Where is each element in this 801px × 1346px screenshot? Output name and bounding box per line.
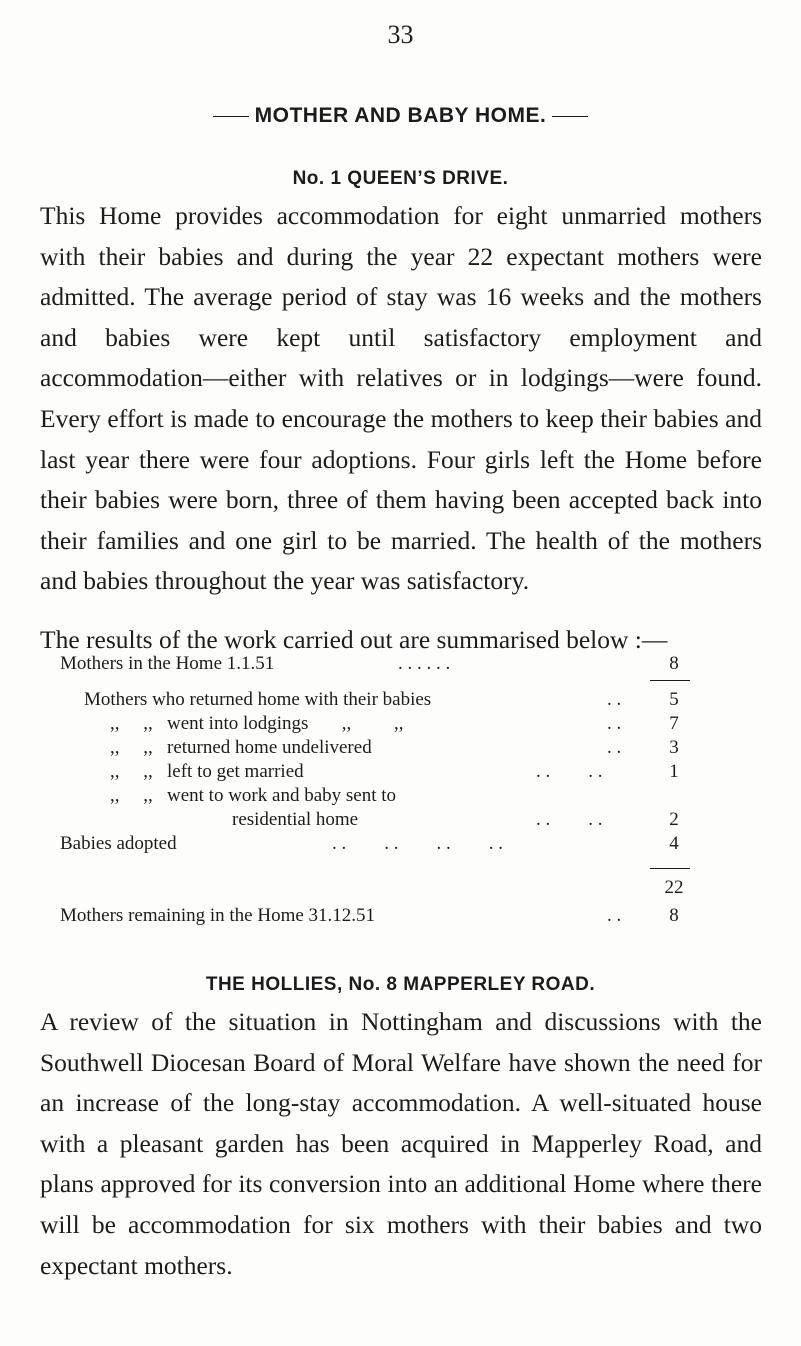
opening-label: Mothers in the Home 1.1.51 — [60, 653, 275, 674]
page-title — [0, 104, 801, 128]
table-row: ,, ,, went into lodgings ,, ,, — [110, 713, 404, 734]
row-leader: . . . . — [536, 761, 603, 782]
row-leader: . . . . . . . . — [332, 833, 503, 854]
page-number: 33 — [387, 20, 414, 49]
closing-value: 8 — [669, 905, 679, 926]
section2-heading: THE HOLLIES, No. 8 MAPPERLEY ROAD. — [205, 974, 596, 995]
title-dash-left — [213, 116, 249, 117]
opening-value: 8 — [669, 653, 679, 674]
summary-intro: The results of the work carried out are summarised below :— — [40, 625, 668, 654]
section1-heading: No. 1 QUEEN’S DRIVE. — [292, 168, 509, 189]
total-rule — [650, 868, 690, 869]
opening-rule — [650, 680, 690, 681]
page-title-text: MOTHER AND BABY HOME. — [254, 104, 547, 127]
row-value: 3 — [669, 737, 679, 758]
table-row: residential home — [232, 809, 359, 830]
row-leader: . . — [607, 737, 622, 758]
row-leader: . . — [607, 713, 622, 734]
section2-paragraph: A review of the situation in Nottingham and discussions with the Southwell Diocesan Board of Moral Welfare have shown the need for an increase of the long-stay accommodation. A well-situated house with a pleasant garden has been acquired in Mapperley Road, and plans approved for its conversion into an additional Home where there will be accommodation for six mothers with their babies and two expectant mothers. — [40, 1007, 762, 1280]
closing-leader: . . — [607, 905, 622, 926]
row-value: 2 — [669, 809, 679, 830]
table-row: Mothers who returned home with their babies — [84, 689, 432, 710]
opening-leader: . . . . . . — [398, 653, 451, 674]
row-leader: . . — [607, 689, 622, 710]
table-row: ,, ,, went to work and baby sent to — [110, 785, 397, 806]
row-value: 7 — [669, 713, 679, 734]
row-value: 5 — [669, 689, 679, 710]
row-value: 4 — [669, 833, 679, 854]
row-value: 1 — [669, 761, 679, 782]
total-value: 22 — [664, 877, 684, 898]
table-row: Babies adopted — [60, 833, 177, 854]
table-row: ,, ,, returned home undelivered — [110, 737, 372, 758]
table-row: ,, ,, left to get married — [110, 761, 304, 782]
closing-label: Mothers remaining in the Home 31.12.51 — [60, 905, 376, 926]
section1-paragraph: This Home provides accommodation for eight unmarried mothers with their babies and during the year 22 expectant mothers were admitted. The average period of stay was 16 weeks and the mothers and babies were kept until satisfactory employment and accommodation—either with relatives or in lodgings—were found. Every effort is made to encourage the mothers to keep their babies and last year there were four adoptions. Four girls left the Home before their babies were born, three of them having been accepted back into their families and one girl to be married. The health of the mothers and babies throughout the year was satisfactory. — [40, 201, 762, 596]
title-dash-right — [552, 116, 588, 117]
row-leader: . . . . — [536, 809, 603, 830]
